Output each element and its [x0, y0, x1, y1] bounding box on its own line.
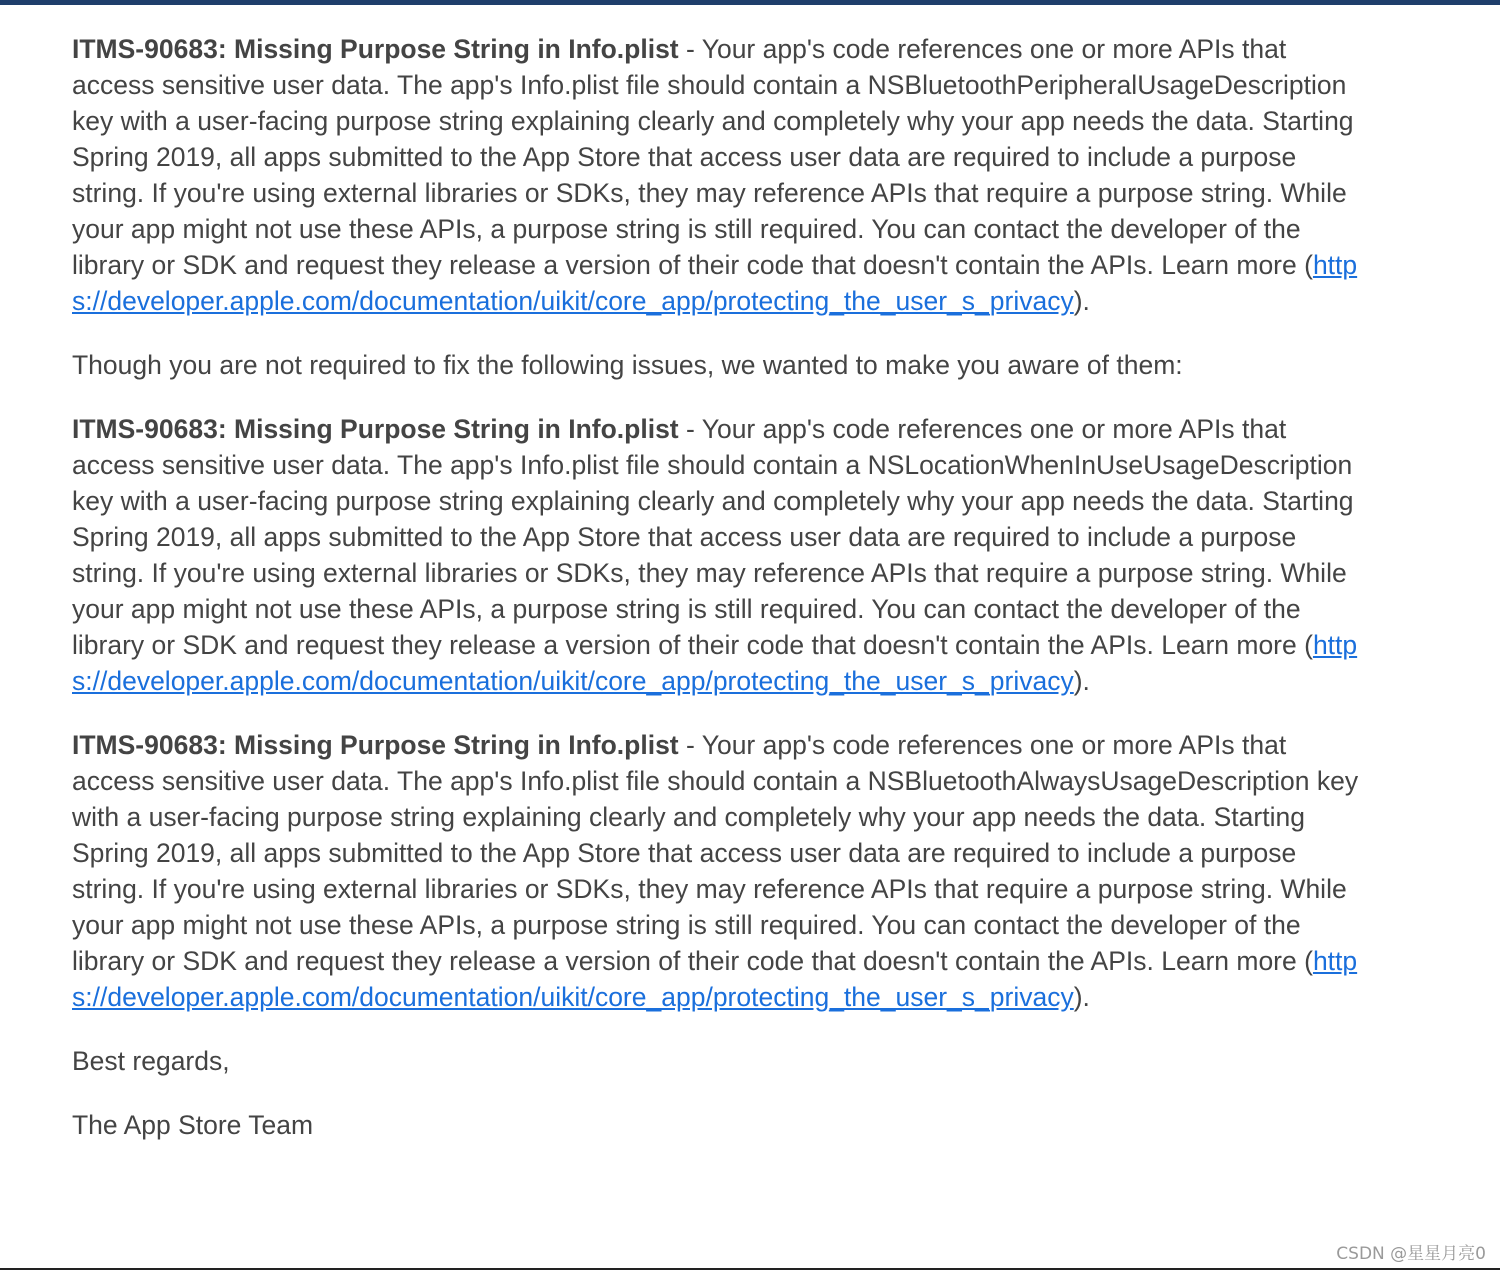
issue-description: - Your app's code references one or more APIs that access sensitive user data. The app's Info.plist file should contain a NSBluetoothPeripheralUsageDescription key with a user-facing purpose string explaining clearly and completely why your app needs the data. Starting Spring 2019, all apps submitted to the App Store that access user data are required to include a purpose string. If you're using external libraries or SDKs, they may reference APIs that require a purpose string. While your app might not use these APIs, a purpose string is still required. You can contact the developer of the library or SDK and request they release a version of their code that doesn't contain the APIs. Learn more ( [72, 34, 1354, 280]
issue-description-end: ). [1073, 982, 1090, 1012]
learn-more-link[interactable]: https://developer.apple.com/documentation/uikit/core_app/protecting_the_user_s_privacy [72, 630, 1358, 696]
issue-description: - Your app's code references one or more APIs that access sensitive user data. The app's Info.plist file should contain a NSBluetoothAlwaysUsageDescription key with a user-facing purpose string explaining clearly and completely why your app needs the data. Starting Spring 2019, all apps submitted to the App Store that access user data are required to include a purpose string. If you're using external libraries or SDKs, they may reference APIs that require a purpose string. While your app might not use these APIs, a purpose string is still required. You can contact the developer of the library or SDK and request they release a version of their code that doesn't contain the APIs. Learn more ( [72, 730, 1359, 976]
issue-title: ITMS-90683: Missing Purpose String in Info.plist [72, 730, 679, 760]
learn-more-link[interactable]: https://developer.apple.com/documentation/uikit/core_app/protecting_the_user_s_privacy [72, 946, 1358, 1012]
closing-text: Best regards, [72, 1046, 230, 1076]
issue-title: ITMS-90683: Missing Purpose String in Info.plist [72, 414, 679, 444]
issue-title: ITMS-90683: Missing Purpose String in Info.plist [72, 34, 679, 64]
issue-paragraph-1 [72, 31, 1372, 319]
issue-paragraph-2 [72, 411, 1372, 699]
signature-text: The App Store Team [72, 1110, 314, 1140]
notice-text: Though you are not required to fix the following issues, we wanted to make you aware of them: [72, 350, 1183, 380]
learn-more-link[interactable]: https://developer.apple.com/documentation/uikit/core_app/protecting_the_user_s_privacy [72, 250, 1358, 316]
window-top-bar [0, 0, 1500, 5]
issue-paragraph-3 [72, 727, 1372, 1015]
issue-description-end: ). [1073, 286, 1090, 316]
issue-description: - Your app's code references one or more APIs that access sensitive user data. The app's Info.plist file should contain a NSLocationWhenInUseUsageDescription key with a user-facing purpose string explaining clearly and completely why your app needs the data. Starting Spring 2019, all apps submitted to the App Store that access user data are required to include a purpose string. If you're using external libraries or SDKs, they may reference APIs that require a purpose string. While your app might not use these APIs, a purpose string is still required. You can contact the developer of the library or SDK and request they release a version of their code that doesn't contain the APIs. Learn more ( [72, 414, 1354, 660]
email-body [72, 31, 1372, 1171]
watermark: CSDN @星星月亮0 [1336, 1244, 1486, 1264]
issue-description-end: ). [1073, 666, 1090, 696]
